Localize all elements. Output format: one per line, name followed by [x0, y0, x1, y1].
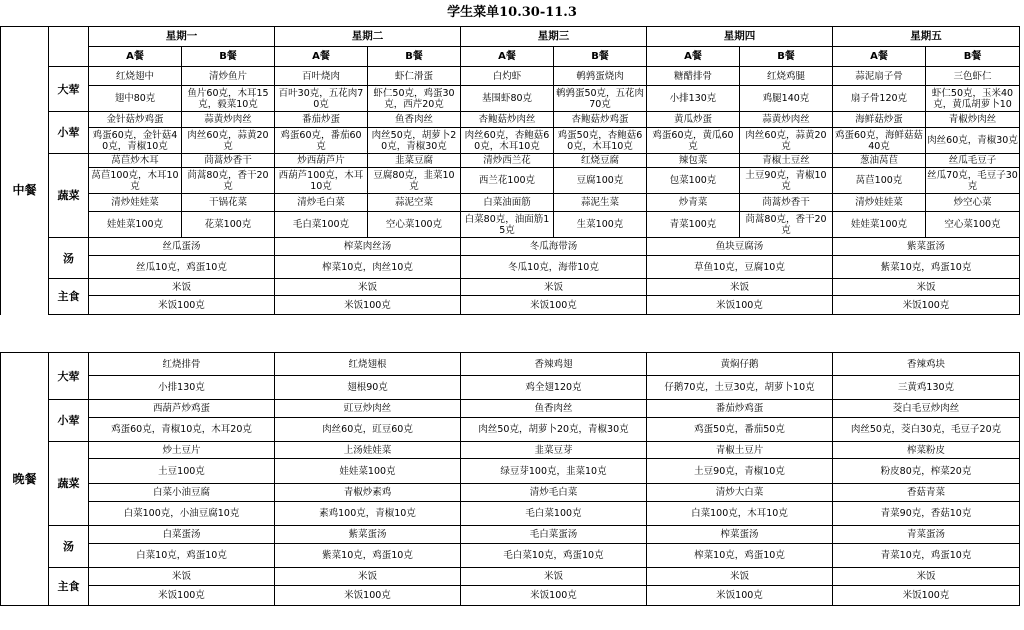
- dish-ingredients: 肉丝60克，蒜黄20克: [182, 128, 275, 154]
- staple-name: 米饭: [647, 568, 833, 586]
- dish-name: 金针菇炒鸡蛋: [89, 112, 182, 128]
- dish-ingredients: 毛白菜100克: [275, 212, 368, 238]
- dish-ingredients: 娃娃菜100克: [89, 212, 182, 238]
- soup-ingredients: 青菜10克，鸡蛋10克: [833, 544, 1020, 568]
- category-vegetable: 蔬菜: [49, 154, 89, 238]
- dish-name: 香辣鸡翅: [461, 353, 647, 376]
- dish-name: 清炒西兰花: [461, 154, 554, 168]
- dish-ingredients: 毛白菜100克: [461, 502, 647, 526]
- category-side-meat: 小荤: [49, 400, 89, 442]
- soup-ingredients: 榨菜10克，肉丝10克: [275, 256, 461, 279]
- soup-name: 榨菜蛋汤: [647, 526, 833, 544]
- staple-name: 米饭: [275, 568, 461, 586]
- dish-ingredients: 生菜100克: [554, 212, 647, 238]
- dish-name: 辣包菜: [647, 154, 740, 168]
- dish-name: 鱼香肉丝: [461, 400, 647, 418]
- dish-name: 红烧豆腐: [554, 154, 647, 168]
- dish-name: 茼蒿炒香干: [182, 154, 275, 168]
- dish-name: 清炒毛白菜: [275, 194, 368, 212]
- soup-ingredients: 榨菜10克，鸡蛋10克: [647, 544, 833, 568]
- dish-name: 红烧排骨: [89, 353, 275, 376]
- dish-name: 西葫芦炒鸡蛋: [89, 400, 275, 418]
- category-vegetable: 蔬菜: [49, 442, 89, 526]
- staple-amount: 米饭100克: [275, 296, 461, 315]
- dish-ingredients: 豆腐80克，韭菜10克: [368, 168, 461, 194]
- dish-name: 榨菜粉皮: [833, 442, 1020, 459]
- dish-ingredients: 丝瓜70克，毛豆子30克: [927, 169, 1018, 192]
- dish-ingredients: 豆腐100克: [554, 168, 647, 194]
- dish-ingredients: 三黄鸡130克: [833, 376, 1020, 400]
- dish-name: 黄焖仔鹅: [647, 353, 833, 376]
- soup-name: 毛白菜蛋汤: [461, 526, 647, 544]
- dish-name: 黄瓜炒蛋: [647, 112, 740, 128]
- soup-ingredients: 紫菜10克，鸡蛋10克: [833, 256, 1020, 279]
- staple-name: 米饭: [461, 568, 647, 586]
- dish-name: 青椒土豆片: [647, 442, 833, 459]
- dish-name: 豇豆炒肉丝: [275, 400, 461, 418]
- dish-name: 葱油莴苣: [833, 154, 926, 168]
- lunch-label: 中餐: [1, 67, 49, 315]
- dish-name: 蒜黄炒肉丝: [182, 112, 275, 128]
- dish-name: 鱼香肉丝: [368, 112, 461, 128]
- b-meal-header: B餐: [554, 47, 647, 67]
- staple-amount: 米饭100克: [833, 586, 1020, 606]
- dish-ingredients: 肉丝50克，茭白30克，毛豆子20克: [833, 418, 1020, 442]
- dish-name: 炒土豆片: [89, 442, 275, 459]
- soup-name: 紫菜蛋汤: [275, 526, 461, 544]
- dish-ingredients: 肉丝60克，杏鲍菇60克，木耳10克: [461, 128, 554, 154]
- b-meal-header: B餐: [368, 47, 461, 67]
- dish-ingredients: 土豆90克，青椒10克: [740, 168, 833, 194]
- dish-ingredients: 娃娃菜100克: [833, 212, 926, 238]
- a-meal-header: A餐: [647, 47, 740, 67]
- header-blank: [1, 27, 49, 67]
- dish-ingredients: 翅中80克: [89, 86, 182, 112]
- a-meal-header: A餐: [833, 47, 926, 67]
- dish-ingredients: 鸡腿140克: [740, 86, 833, 112]
- b-meal-header: B餐: [182, 47, 275, 67]
- dish-ingredients: 鸡蛋60克，青椒10克，木耳20克: [89, 418, 275, 442]
- a-meal-header: A餐: [89, 47, 182, 67]
- header-blank: [49, 27, 89, 67]
- dish-name: 清炒毛白菜: [461, 484, 647, 502]
- dish-ingredients: 仔鹅70克，土豆30克，胡萝卜10克: [647, 376, 833, 400]
- dish-ingredients: 包菜100克: [647, 168, 740, 194]
- dish-ingredients: 鱼片60克，木耳15克，毅菜10克: [182, 86, 275, 112]
- dish-ingredients: 鹌鹑蛋50克，五花肉70克: [554, 86, 647, 112]
- soup-ingredients: 草鱼10克，豆腐10克: [647, 256, 833, 279]
- staple-amount: 米饭100克: [833, 296, 1020, 315]
- dish-ingredients: 基围虾80克: [461, 86, 554, 112]
- dish-name: 茭白毛豆炒肉丝: [833, 400, 1020, 418]
- staple-amount: 米饭100克: [461, 586, 647, 606]
- b-meal-header: B餐: [740, 47, 833, 67]
- soup-ingredients: 冬瓜10克，海带10克: [461, 256, 647, 279]
- dish-ingredients: 肉丝60克，蒜黄20克: [740, 128, 833, 154]
- staple-amount: 米饭100克: [89, 586, 275, 606]
- dish-name: 蒜泥空菜: [368, 194, 461, 212]
- staple-name: 米饭: [647, 279, 833, 296]
- dish-name: 番茄炒鸡蛋: [647, 400, 833, 418]
- dish-name: 蒜黄炒肉丝: [740, 112, 833, 128]
- dish-name: 番茄炒蛋: [275, 112, 368, 128]
- dish-name: 莴苣炒木耳: [89, 154, 182, 168]
- dish-ingredients: 鸡蛋50克，番茄50克: [647, 418, 833, 442]
- soup-name: 紫菜蛋汤: [833, 238, 1020, 256]
- dish-name: 清炒娃娃菜: [833, 194, 926, 212]
- dish-name: 韭菜豆芽: [461, 442, 647, 459]
- dish-ingredients: 鸡蛋60克，番茄60克: [275, 128, 368, 154]
- dish-name: 杏鲍菇炒鸡蛋: [554, 112, 647, 128]
- dish-ingredients: 虾仁50克，鸡蛋30克，西芹20克: [368, 86, 461, 112]
- dish-name: 青椒炒素鸡: [275, 484, 461, 502]
- dish-name: 红烧翅中: [89, 67, 182, 86]
- dinner-table: [0, 352, 1020, 606]
- soup-name: 丝瓜蛋汤: [89, 238, 275, 256]
- dish-name: 鹌鹑蛋烧肉: [554, 67, 647, 86]
- dish-ingredients: 肉丝50克，胡萝卜20克，青椒30克: [368, 128, 461, 154]
- dish-ingredients: 莴苣100克，木耳10克: [89, 168, 182, 194]
- dish-ingredients: 青菜100克: [647, 212, 740, 238]
- dish-name: 炒空心菜: [926, 194, 1020, 212]
- dish-name: 百叶烧肉: [275, 67, 368, 86]
- dish-name: 三色虾仁: [926, 67, 1020, 86]
- dish-ingredients: 素鸡100克，青椒10克: [275, 502, 461, 526]
- dish-name: 青椒土豆丝: [740, 154, 833, 168]
- dish-ingredients: 鸡蛋60克，海鲜菇菇40克: [833, 128, 926, 154]
- b-meal-header: B餐: [926, 47, 1020, 67]
- dish-name: 虾仁滑蛋: [368, 67, 461, 86]
- dish-ingredients: 鸡蛋50克，杏鲍菇60克，木耳10克: [554, 128, 647, 154]
- dish-name: 干锅花菜: [182, 194, 275, 212]
- ab-header-row: [1, 47, 1020, 67]
- staple-amount: 米饭100克: [461, 296, 647, 315]
- a-meal-header: A餐: [461, 47, 554, 67]
- dish-ingredients: 翅根90克: [275, 376, 461, 400]
- dish-ingredients: 鸡全翅120克: [461, 376, 647, 400]
- dish-name: 红烧鸡腿: [740, 67, 833, 86]
- category-soup: 汤: [49, 526, 89, 568]
- category-side-meat: 小荤: [49, 112, 89, 154]
- dish-name: 韭菜豆腐: [368, 154, 461, 168]
- dish-name: 清炒鱼片: [182, 67, 275, 86]
- category-soup: 汤: [49, 238, 89, 279]
- day-header-row: [1, 27, 1020, 47]
- dish-name: 白菜小油豆腐: [89, 484, 275, 502]
- staple-amount: 米饭100克: [275, 586, 461, 606]
- dish-name: 蒜泥生菜: [554, 194, 647, 212]
- staple-amount: 米饭100克: [89, 296, 275, 315]
- dish-ingredients: 花菜100克: [182, 212, 275, 238]
- dish-ingredients: 虾仁50克，玉米40克，黄瓜胡萝卜10: [926, 86, 1020, 112]
- dish-name: 上汤娃娃菜: [275, 442, 461, 459]
- staple-amount: 米饭100克: [647, 586, 833, 606]
- soup-ingredients: 紫菜10克，鸡蛋10克: [275, 544, 461, 568]
- dish-name: 清炒娃娃菜: [89, 194, 182, 212]
- staple-name: 米饭: [89, 279, 275, 296]
- day-header: 星期二: [275, 27, 461, 47]
- dish-name: 丝瓜毛豆子: [926, 154, 1020, 168]
- soup-ingredients: 毛白菜10克，鸡蛋10克: [461, 544, 647, 568]
- dish-name: 白灼虾: [461, 67, 554, 86]
- dish-ingredients: 白菜100克，小油豆腐10克: [89, 502, 275, 526]
- dish-name: 炒西葫芦片: [275, 154, 368, 168]
- day-header: 星期五: [833, 27, 1020, 47]
- dish-ingredients: 小排130克: [89, 376, 275, 400]
- staple-name: 米饭: [275, 279, 461, 296]
- dish-ingredients: 扇子骨120克: [833, 86, 926, 112]
- category-staple: 主食: [49, 279, 89, 315]
- dish-name: 杏鲍菇炒肉丝: [461, 112, 554, 128]
- category-staple: 主食: [49, 568, 89, 606]
- dish-ingredients: 白菜80克，油面筋15克: [461, 212, 554, 238]
- category-main-meat: 大荤: [49, 353, 89, 400]
- a-meal-header: A餐: [275, 47, 368, 67]
- staple-amount: 米饭100克: [647, 296, 833, 315]
- dish-name: 糖醋排骨: [647, 67, 740, 86]
- soup-name: 青菜蛋汤: [833, 526, 1020, 544]
- staple-name: 米饭: [833, 279, 1020, 296]
- dish-ingredients: 肉丝60克，豇豆60克: [275, 418, 461, 442]
- dish-ingredients: 鸡蛋60克，黄瓜60克: [647, 128, 740, 154]
- dish-ingredients: 小排130克: [647, 86, 740, 112]
- page-title: 学生菜单10.30-11.3: [447, 5, 577, 20]
- day-header: 星期三: [461, 27, 647, 47]
- staple-name: 米饭: [461, 279, 647, 296]
- soup-name: 白菜蛋汤: [89, 526, 275, 544]
- dish-name: 白菜油面筋: [461, 194, 554, 212]
- dish-ingredients: 肉丝60克，青椒30克: [926, 128, 1020, 154]
- dish-name: 香菇青菜: [833, 484, 1020, 502]
- dish-name: 青椒炒肉丝: [926, 112, 1020, 128]
- staple-name: 米饭: [833, 568, 1020, 586]
- dish-ingredients: 百叶30克，五花肉70克: [275, 86, 368, 112]
- dish-ingredients: 西葫芦100克，木耳10克: [275, 168, 368, 194]
- dish-ingredients: 肉丝50克，胡萝卜20克，青椒30克: [461, 418, 647, 442]
- dish-ingredients: 土豆100克: [89, 459, 275, 484]
- dish-name: 蒜泥扇子骨: [833, 67, 926, 86]
- dish-name: 炒青菜: [647, 194, 740, 212]
- lunch-table: [0, 26, 1020, 315]
- dish-ingredients: 莴苣100克: [833, 168, 926, 194]
- dish-ingredients: 鸡蛋60克，金针菇40克，青椒10克: [89, 128, 182, 154]
- dish-ingredients: 茼蒿80克，香干20克: [182, 168, 275, 194]
- staple-name: 米饭: [89, 568, 275, 586]
- dish-name: 清炒大白菜: [647, 484, 833, 502]
- dish-ingredients: 白菜100克，木耳10克: [647, 502, 833, 526]
- dish-ingredients: 粉皮80克，榨菜20克: [833, 459, 1020, 484]
- dish-name: 海鲜菇炒蛋: [833, 112, 926, 128]
- soup-name: 冬瓜海带汤: [461, 238, 647, 256]
- dish-ingredients: 茼蒿80克，香干20克: [740, 212, 833, 238]
- soup-name: 榨菜肉丝汤: [275, 238, 461, 256]
- dish-ingredients: 青菜90克，香菇10克: [833, 502, 1020, 526]
- dish-name: 香辣鸡块: [833, 353, 1020, 376]
- soup-ingredients: 白菜10克，鸡蛋10克: [89, 544, 275, 568]
- category-main-meat: 大荤: [49, 67, 89, 112]
- dish-ingredients: 西兰花100克: [461, 168, 554, 194]
- dish-ingredients: 土豆90克，青椒10克: [647, 459, 833, 484]
- day-header: 星期一: [89, 27, 275, 47]
- dish-name: 红烧翅根: [275, 353, 461, 376]
- soup-ingredients: 丝瓜10克，鸡蛋10克: [89, 256, 275, 279]
- soup-name: 鱼块豆腐汤: [647, 238, 833, 256]
- day-header: 星期四: [647, 27, 833, 47]
- dish-ingredients: 空心菜100克: [926, 212, 1020, 238]
- dish-ingredients: 娃娃菜100克: [275, 459, 461, 484]
- dish-name: 茼蒿炒香干: [740, 194, 833, 212]
- dish-ingredients: 空心菜100克: [368, 212, 461, 238]
- dish-ingredients: 绿豆芽100克，韭菜10克: [461, 459, 647, 484]
- dinner-label: 晚餐: [1, 353, 49, 606]
